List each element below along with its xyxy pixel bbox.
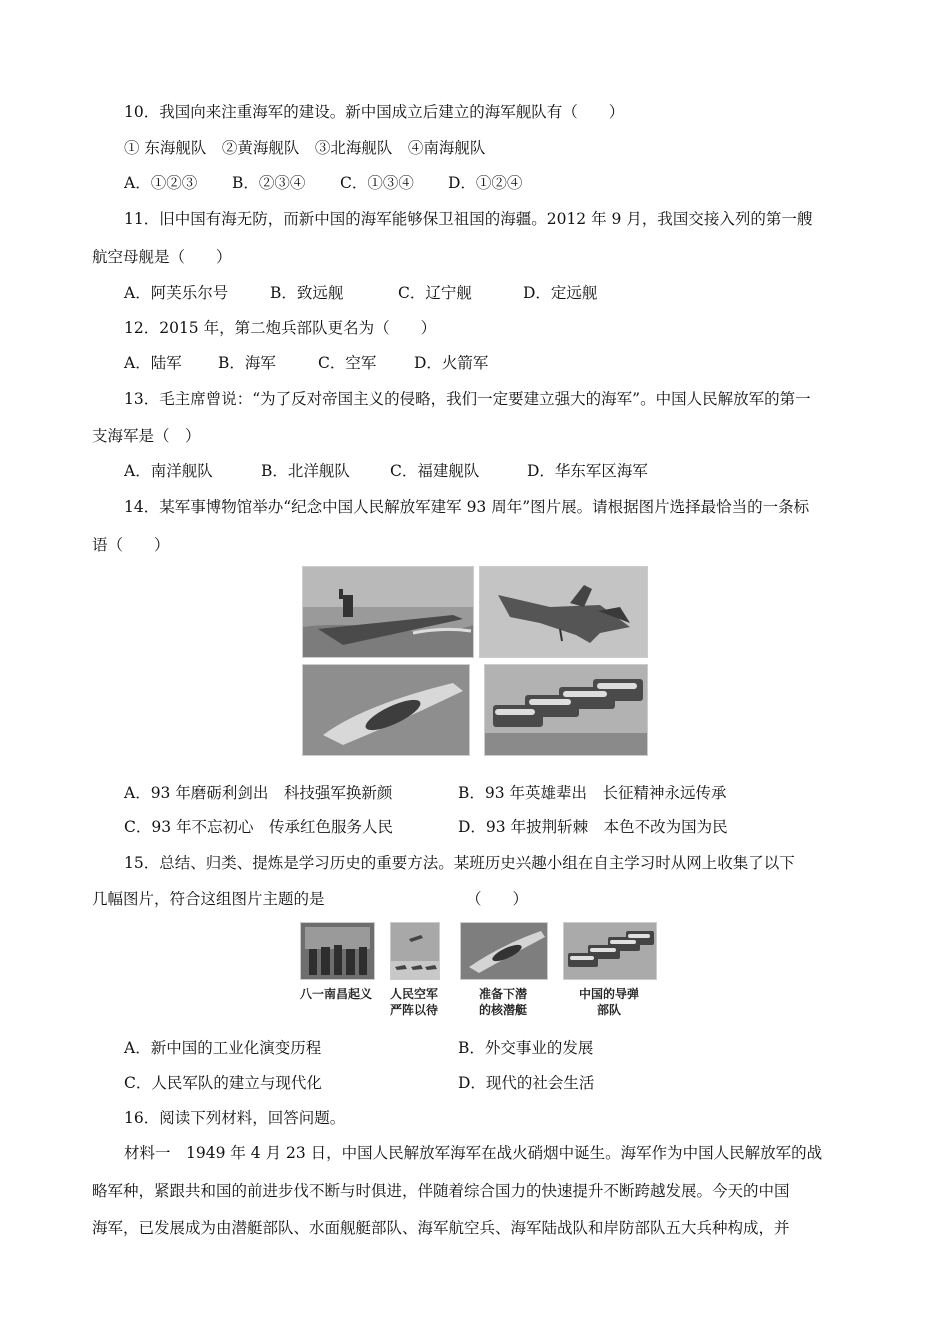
q10-option-a: A．①②③ — [124, 174, 198, 192]
q15-option-b: B．外交事业的发展 — [458, 1039, 594, 1057]
caption-nanchang-line1: 八一南昌起义 — [299, 987, 372, 1001]
caption-missile — [569, 986, 649, 1018]
q12-option-a: A．陆军 — [124, 354, 182, 372]
air-force-photo — [390, 922, 440, 980]
q14-option-b: B．93 年英雄辈出 长征精神永远传承 — [458, 784, 727, 802]
q15-option-c: C．人民军队的建立与现代化 — [124, 1074, 322, 1092]
q16-material-line3: 海军，已发展成为由潜艇部队、水面舰艇部队、海军航空兵、海军陆战队和岸防部队五大兵种构成，并 — [92, 1219, 790, 1237]
nanchang-uprising-photo — [300, 922, 375, 980]
q12-option-c: C．空军 — [318, 354, 377, 372]
q13-option-a: A．南洋舰队 — [124, 462, 213, 480]
q14-option-d: D．93 年披荆斩棘 本色不改为国为民 — [458, 818, 728, 836]
q12-stem: 12．2015 年，第二炮兵部队更名为（ ） — [124, 319, 437, 337]
q16-material-line2: 略军种，紧跟共和国的前进步伐不断与时俱进，伴随着综合国力的快速提升不断跨越发展。今天的中国 — [92, 1182, 790, 1200]
fighter-jet-photo — [479, 566, 648, 658]
q12-option-d: D．火箭军 — [414, 354, 489, 372]
q10-option-b: B．②③④ — [232, 174, 306, 192]
q11-option-a: A．阿芙乐尔号 — [124, 284, 229, 302]
q13-stem-line2: 支海军是（ ） — [92, 427, 201, 445]
q11-option-c: C．辽宁舰 — [398, 284, 472, 302]
q16-stem: 16．阅读下列材料，回答问题。 — [124, 1109, 346, 1127]
q13-option-c: C．福建舰队 — [390, 462, 480, 480]
q15-answer-blank: （ ） — [466, 890, 529, 908]
caption-submarine — [463, 986, 543, 1018]
q15-option-a: A．新中国的工业化演变历程 — [124, 1039, 322, 1057]
q14-stem-line1: 14．某军事博物馆举办“纪念中国人民解放军建军 93 周年”图片展。请根据图片选择最恰当的一条标 — [124, 498, 810, 516]
missile-force-photo — [563, 922, 657, 980]
q14-stem-line2: 语（ ） — [92, 536, 170, 554]
q10-option-d: D．①②④ — [448, 174, 523, 192]
caption-submarine-line2: 的核潜艇 — [478, 1003, 527, 1017]
q11-stem-line2: 航空母舰是（ ） — [92, 248, 232, 266]
caption-nanchang — [286, 986, 386, 1002]
q10-option-c: C．①③④ — [340, 174, 414, 192]
q13-option-d: D．华东军区海军 — [527, 462, 648, 480]
caption-submarine-line1: 准备下潜 — [478, 987, 527, 1001]
aircraft-carrier-photo — [302, 566, 474, 658]
q15-stem-line2: 几幅图片，符合这组图片主题的是 — [92, 890, 325, 908]
q11-option-b: B．致远舰 — [270, 284, 344, 302]
caption-air-force-line2: 严阵以待 — [389, 1003, 438, 1017]
missile-launchers-photo — [484, 664, 648, 756]
q10-items: ① 东海舰队 ②黄海舰队 ③北海舰队 ④南海舰队 — [124, 139, 486, 157]
caption-air-force — [374, 986, 454, 1018]
q14-option-a: A．93 年磨砺利剑出 科技强军换新颜 — [124, 784, 393, 802]
q16-material-line1: 材料一 1949 年 4 月 23 日，中国人民解放军海军在战火硝烟中诞生。海军作为中国人民解放军的战 — [124, 1144, 823, 1162]
nuclear-submarine-photo — [460, 922, 548, 980]
q12-option-b: B．海军 — [218, 354, 276, 372]
q13-stem-line1: 13．毛主席曾说：“为了反对帝国主义的侵略，我们一定要建立强大的海军”。中国人民解放军的第一 — [124, 390, 811, 408]
q11-stem-line1: 11．旧中国有海无防，而新中国的海军能够保卫祖国的海疆。2012 年 9 月，我国交接入列的第一艘 — [124, 210, 813, 228]
q10-stem: 10．我国向来注重海军的建设。新中国成立后建立的海军舰队有（ ） — [124, 103, 625, 121]
caption-missile-line2: 部队 — [596, 1003, 621, 1017]
q15-stem-line1: 15．总结、归类、提炼是学习历史的重要方法。某班历史兴趣小组在自主学习时从网上收集了以下 — [124, 854, 795, 872]
submarine-photo — [302, 664, 470, 756]
q15-option-d: D．现代的社会生活 — [458, 1074, 595, 1092]
caption-air-force-line1: 人民空军 — [389, 987, 438, 1001]
q11-option-d: D．定远舰 — [523, 284, 598, 302]
q13-option-b: B．北洋舰队 — [261, 462, 350, 480]
q14-option-c: C．93 年不忘初心 传承红色服务人民 — [124, 818, 394, 836]
caption-missile-line1: 中国的导弹 — [578, 987, 639, 1001]
